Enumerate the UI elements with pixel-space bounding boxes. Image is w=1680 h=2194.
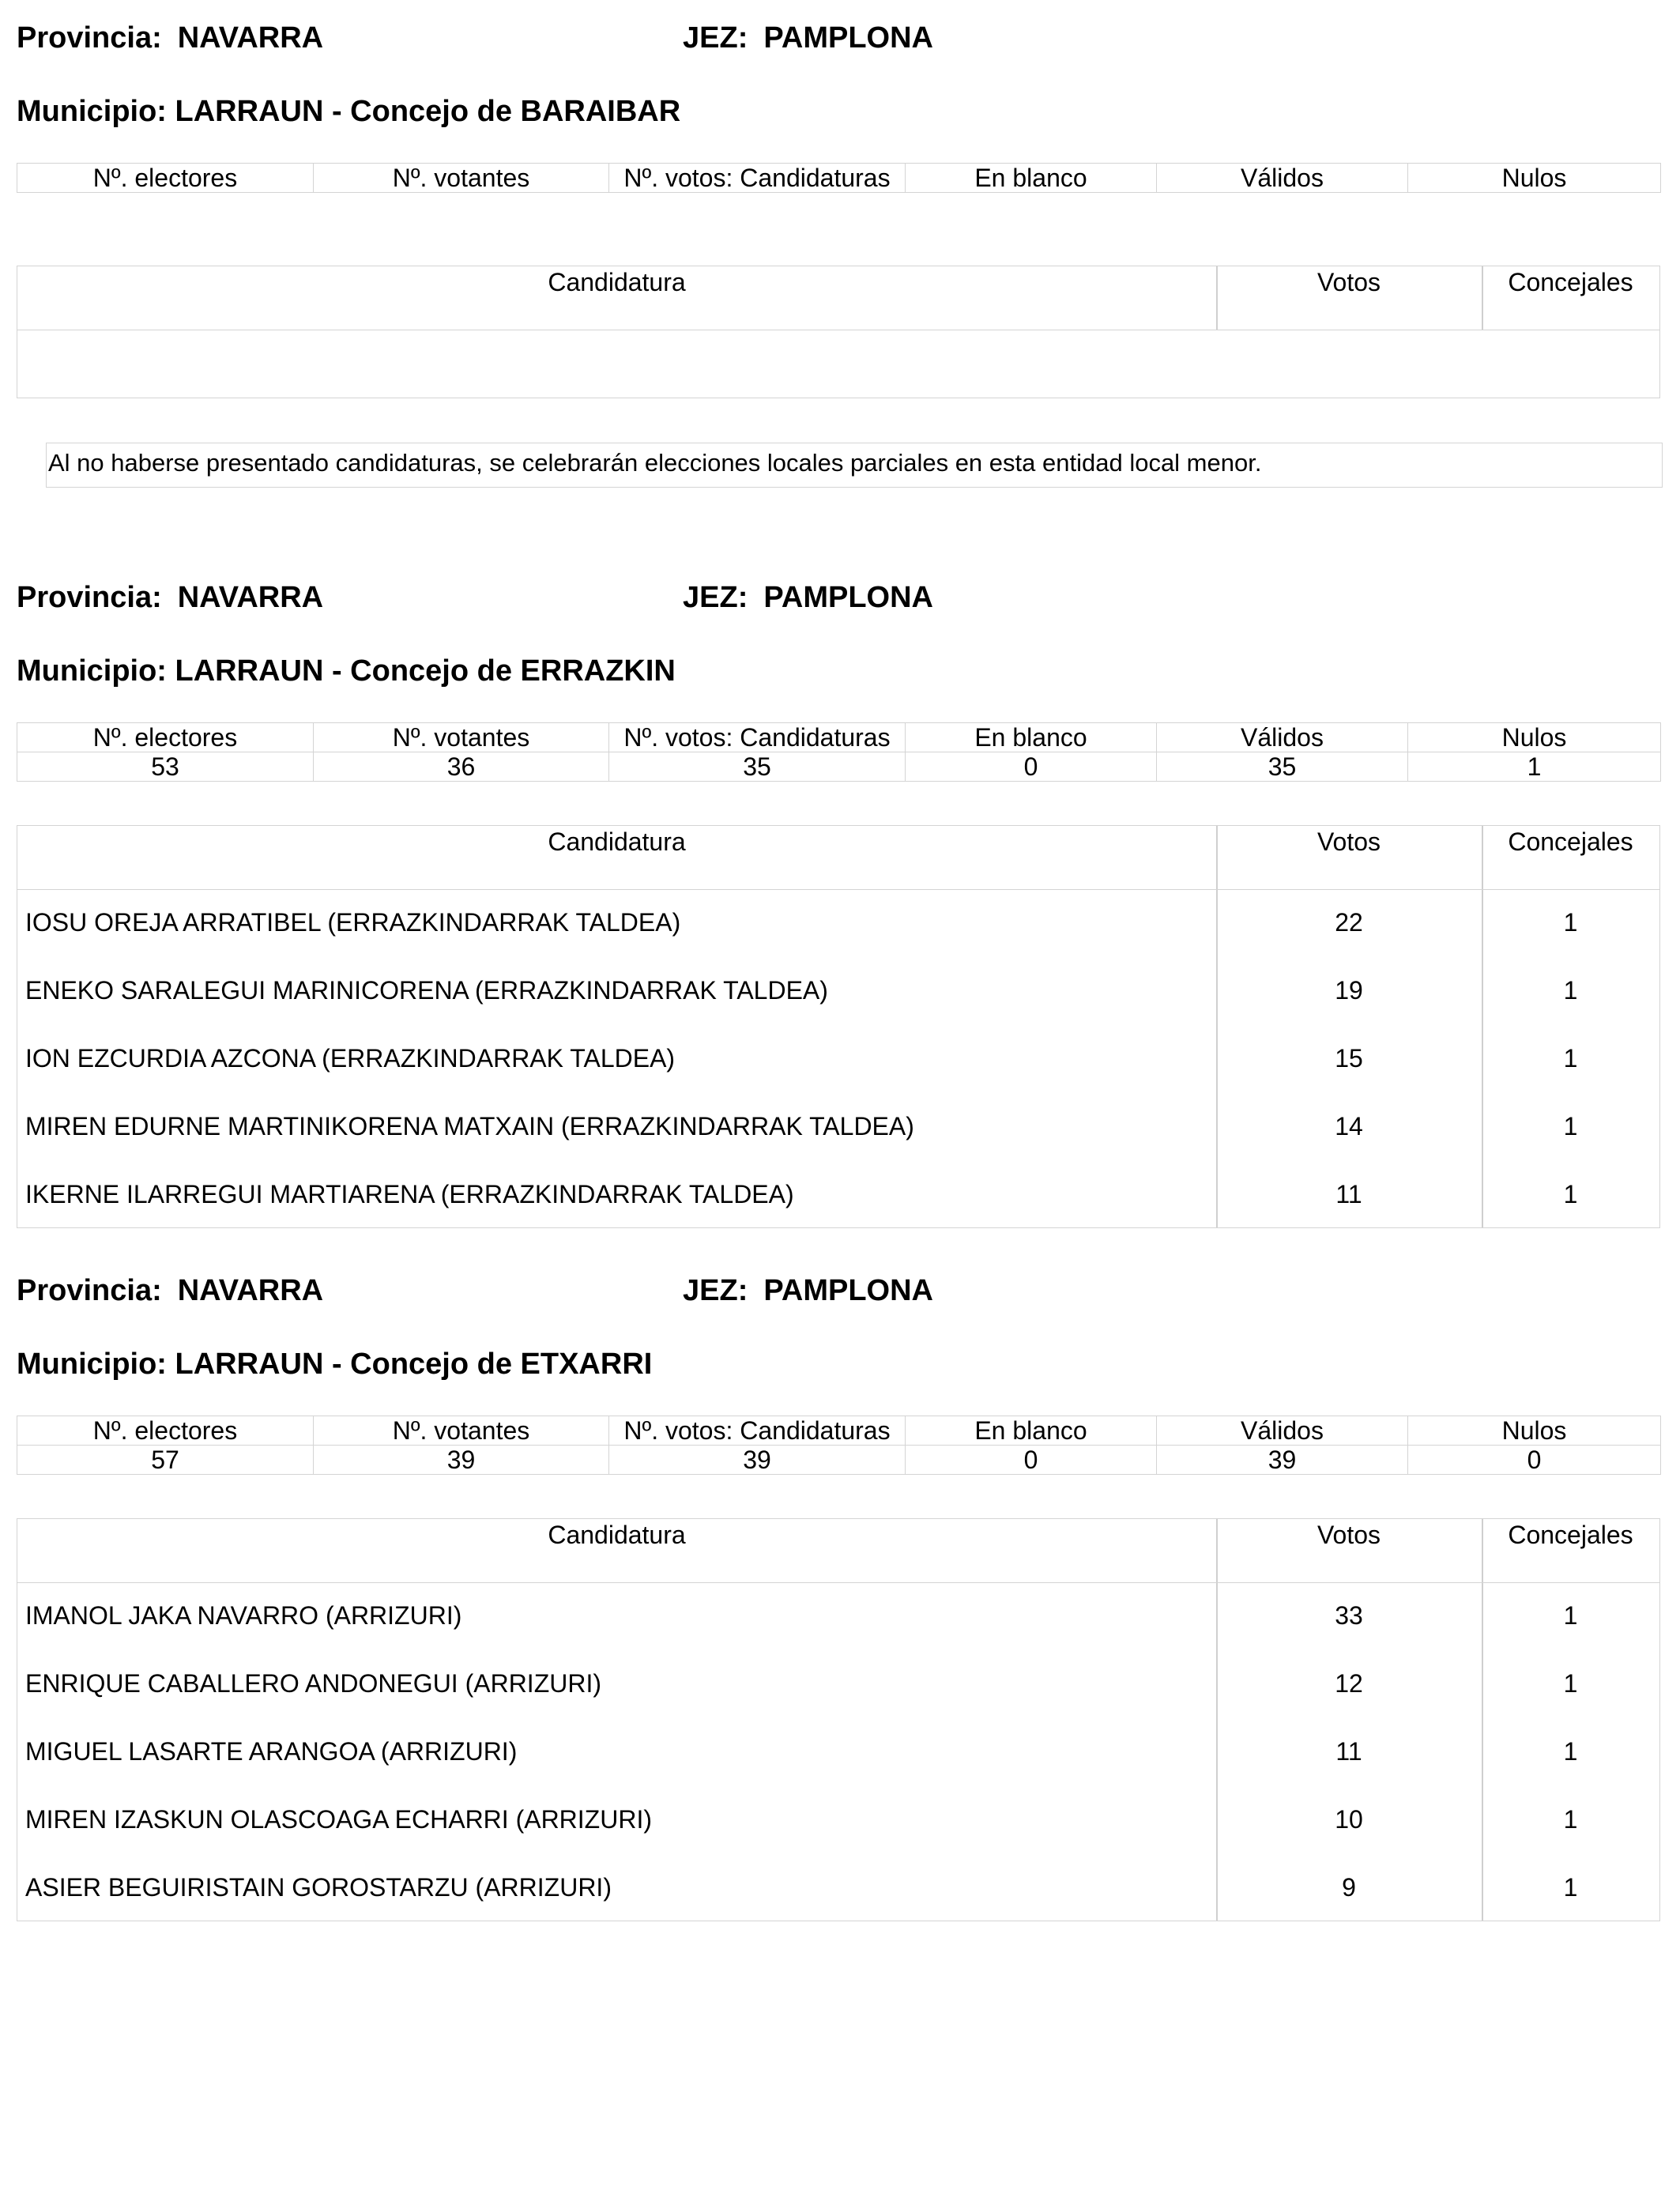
summary-header-row	[17, 723, 1661, 752]
value-en-blanco: 0	[906, 752, 1157, 782]
value-electores: 57	[17, 1446, 314, 1475]
candidate-concejales: 1	[1563, 1669, 1578, 1698]
jez-heading	[683, 20, 933, 56]
candidate-concejales: 1	[1563, 976, 1578, 1005]
header-electores: Nº. electores	[17, 164, 314, 193]
municipio-value: LARRAUN - Concejo de ETXARRI	[175, 1348, 653, 1381]
header-votos: Votos	[1317, 268, 1381, 296]
value-validos: 39	[1157, 1446, 1408, 1475]
header-concejales: Concejales	[1508, 268, 1633, 296]
candidate-row	[17, 1092, 1659, 1160]
candidates-header-row	[17, 826, 1659, 890]
header-nulos: Nulos	[1408, 723, 1661, 752]
summary-value-row	[17, 752, 1661, 782]
header-nulos: Nulos	[1408, 1416, 1661, 1446]
candidate-row	[17, 1581, 1659, 1649]
candidate-row	[17, 1649, 1659, 1717]
candidate-votos: 12	[1335, 1669, 1363, 1698]
candidate-name: ENRIQUE CABALLERO ANDONEGUI (ARRIZURI)	[25, 1669, 601, 1698]
header-validos: Válidos	[1157, 723, 1408, 752]
candidate-votos: 10	[1335, 1805, 1363, 1834]
value-validos: 35	[1157, 752, 1408, 782]
candidates-table	[17, 825, 1660, 1228]
summary-value-row	[17, 1446, 1661, 1475]
provincia-value: NAVARRA	[177, 1274, 324, 1307]
note-box	[46, 443, 1663, 488]
header-validos: Válidos	[1157, 1416, 1408, 1446]
jez-label: JEZ:	[683, 581, 748, 614]
jez-label: JEZ:	[683, 1274, 748, 1307]
municipio-label: Municipio:	[17, 654, 167, 688]
candidate-concejales: 1	[1563, 1873, 1578, 1902]
result-section-errazkin	[17, 560, 1660, 1231]
candidate-row	[17, 1160, 1659, 1228]
header-electores: Nº. electores	[17, 723, 314, 752]
result-section-etxarri	[17, 1253, 1660, 1932]
candidate-name: MIREN IZASKUN OLASCOAGA ECHARRI (ARRIZURI)	[25, 1805, 652, 1834]
header-concejales: Concejales	[1508, 1521, 1633, 1549]
value-electores: 53	[17, 752, 314, 782]
municipio-heading	[17, 1346, 652, 1382]
provincia-value: NAVARRA	[177, 581, 324, 614]
candidate-votos: 14	[1335, 1112, 1363, 1140]
provincia-label: Provincia:	[17, 581, 162, 614]
municipio-label: Municipio:	[17, 95, 167, 128]
candidate-votos: 9	[1342, 1873, 1356, 1902]
candidate-concejales: 1	[1563, 1112, 1578, 1140]
candidate-votos: 15	[1335, 1044, 1363, 1072]
jez-heading	[683, 1272, 933, 1309]
candidate-name: ENEKO SARALEGUI MARINICORENA (ERRAZKINDARRAK TALDEA)	[25, 976, 828, 1005]
candidates-header-row	[17, 1519, 1659, 1583]
municipio-value: LARRAUN - Concejo de BARAIBAR	[175, 95, 681, 128]
no-candidates-note: Al no haberse presentado candidaturas, se celebrarán elecciones locales parciales en esta entidad local menor.	[48, 449, 1262, 477]
provincia-heading	[17, 1272, 323, 1309]
header-votos-candidaturas: Nº. votos: Candidaturas	[609, 1416, 906, 1446]
candidate-name: ION EZCURDIA AZCONA (ERRAZKINDARRAK TALDEA)	[25, 1044, 676, 1072]
header-validos: Válidos	[1157, 164, 1408, 193]
candidate-row	[17, 1024, 1659, 1092]
header-electores: Nº. electores	[17, 1416, 314, 1446]
header-concejales: Concejales	[1508, 827, 1633, 856]
summary-header-row	[17, 164, 1661, 193]
header-en-blanco: En blanco	[906, 164, 1157, 193]
summary-header-row	[17, 1416, 1661, 1446]
candidate-votos: 33	[1335, 1601, 1363, 1630]
candidate-concejales: 1	[1563, 1737, 1578, 1766]
jez-label: JEZ:	[683, 21, 748, 55]
candidate-concejales: 1	[1563, 908, 1578, 937]
candidate-votos: 19	[1335, 976, 1363, 1005]
candidate-concejales: 1	[1563, 1601, 1578, 1630]
jez-value: PAMPLONA	[763, 1274, 933, 1307]
result-section-baraibar	[17, 0, 1660, 506]
header-votos-candidaturas: Nº. votos: Candidaturas	[609, 164, 906, 193]
municipio-heading	[17, 93, 680, 130]
candidates-header-row	[17, 266, 1659, 330]
provincia-label: Provincia:	[17, 1274, 162, 1307]
value-votantes: 39	[314, 1446, 609, 1475]
candidate-votos: 22	[1335, 908, 1363, 937]
jez-heading	[683, 579, 933, 616]
candidate-name: IOSU OREJA ARRATIBEL (ERRAZKINDARRAK TALDEA)	[25, 908, 681, 937]
header-votos: Votos	[1317, 1521, 1381, 1549]
municipio-label: Municipio:	[17, 1348, 167, 1381]
header-candidatura: Candidatura	[548, 268, 686, 296]
provincia-value: NAVARRA	[177, 21, 324, 55]
provincia-label: Provincia:	[17, 21, 162, 55]
jez-value: PAMPLONA	[763, 581, 933, 614]
candidate-row	[17, 888, 1659, 956]
candidate-row	[17, 1717, 1659, 1785]
value-nulos: 1	[1408, 752, 1661, 782]
candidate-concejales: 1	[1563, 1180, 1578, 1208]
candidate-name: MIREN EDURNE MARTINIKORENA MATXAIN (ERRAZKINDARRAK TALDEA)	[25, 1112, 914, 1140]
header-votantes: Nº. votantes	[314, 164, 609, 193]
header-votantes: Nº. votantes	[314, 723, 609, 752]
candidates-table	[17, 1518, 1660, 1921]
candidate-name: MIGUEL LASARTE ARANGOA (ARRIZURI)	[25, 1737, 518, 1766]
candidate-concejales: 1	[1563, 1044, 1578, 1072]
municipio-heading	[17, 653, 676, 689]
candidate-row	[17, 1785, 1659, 1853]
candidate-row	[17, 956, 1659, 1024]
column-divider	[1482, 266, 1483, 330]
candidate-name: ASIER BEGUIRISTAIN GOROSTARZU (ARRIZURI)	[25, 1873, 612, 1902]
header-candidatura: Candidatura	[548, 1521, 686, 1549]
value-nulos: 0	[1408, 1446, 1661, 1475]
header-votos-candidaturas: Nº. votos: Candidaturas	[609, 723, 906, 752]
summary-table	[17, 722, 1661, 782]
header-en-blanco: En blanco	[906, 723, 1157, 752]
header-nulos: Nulos	[1408, 164, 1661, 193]
column-divider	[1216, 266, 1218, 330]
header-en-blanco: En blanco	[906, 1416, 1157, 1446]
municipio-value: LARRAUN - Concejo de ERRAZKIN	[175, 654, 676, 688]
value-en-blanco: 0	[906, 1446, 1157, 1475]
candidates-table	[17, 266, 1660, 398]
candidate-votos: 11	[1335, 1737, 1362, 1766]
summary-table	[17, 163, 1661, 193]
candidate-name: IMANOL JAKA NAVARRO (ARRIZURI)	[25, 1601, 462, 1630]
value-votos-candidaturas: 39	[609, 1446, 906, 1475]
value-votantes: 36	[314, 752, 609, 782]
candidate-name: IKERNE ILARREGUI MARTIARENA (ERRAZKINDARRAK TALDEA)	[25, 1180, 794, 1208]
provincia-heading	[17, 579, 323, 616]
header-votos: Votos	[1317, 827, 1381, 856]
value-votos-candidaturas: 35	[609, 752, 906, 782]
candidate-concejales: 1	[1563, 1805, 1578, 1834]
provincia-heading	[17, 20, 323, 56]
summary-table	[17, 1416, 1661, 1475]
candidate-row	[17, 1853, 1659, 1921]
header-votantes: Nº. votantes	[314, 1416, 609, 1446]
header-candidatura: Candidatura	[548, 827, 686, 856]
jez-value: PAMPLONA	[763, 21, 933, 55]
candidate-votos: 11	[1335, 1180, 1362, 1208]
